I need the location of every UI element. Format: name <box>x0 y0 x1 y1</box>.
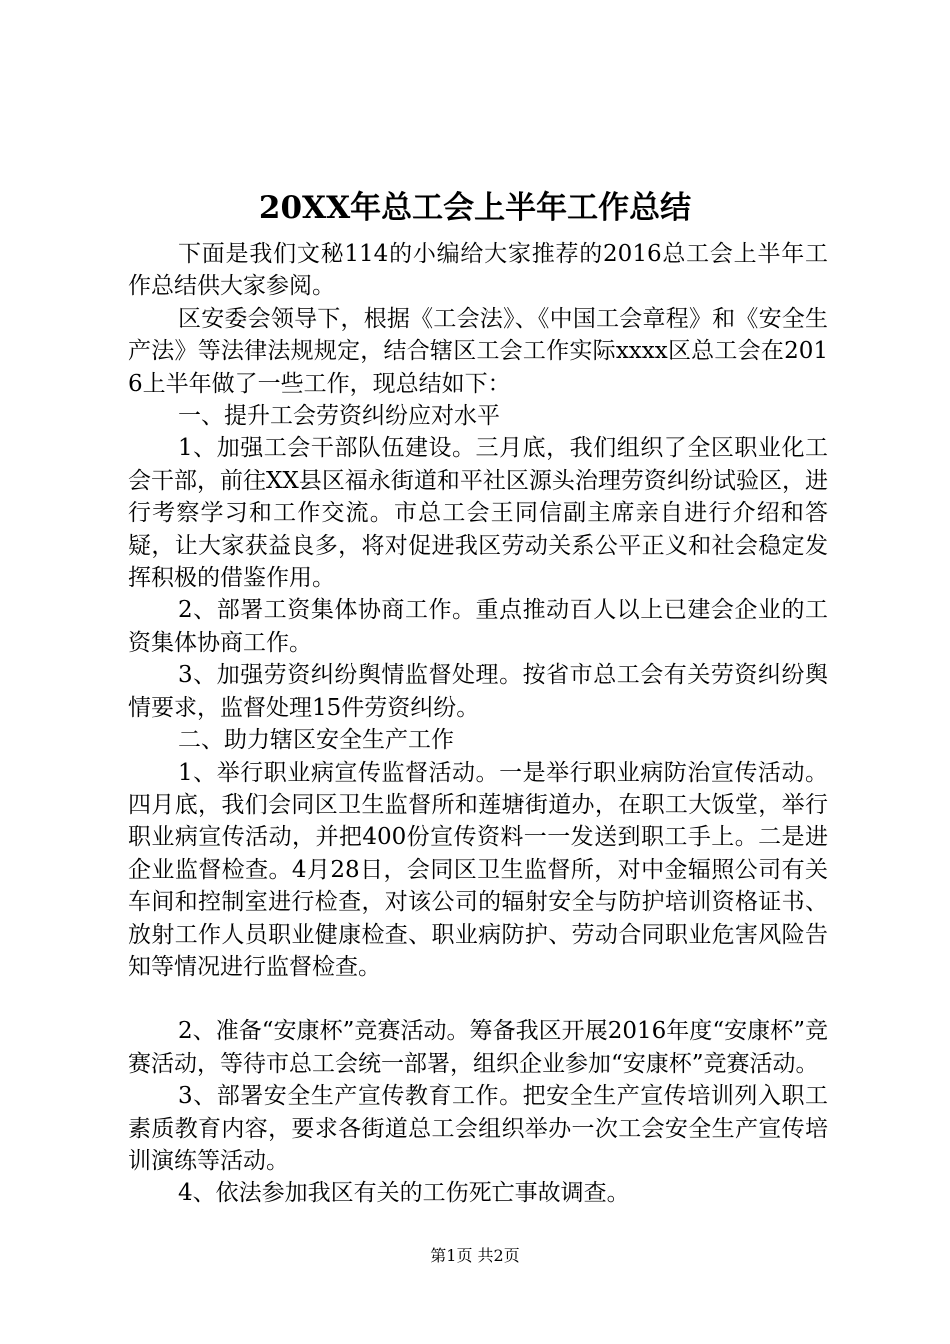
paragraph-1-2: 2、部署工资集体协商工作。重点推动百人以上已建会企业的工资集体协商工作。 <box>128 597 828 656</box>
paragraph-2-4: 4、依法参加我区有关的工伤死亡事故调查。 <box>178 1180 630 1207</box>
paragraph-1-3: 3、加强劳资纠纷舆情监督处理。按省市总工会有关劳资纠纷舆情要求，监督处理15件劳资纠纷。 <box>128 662 828 721</box>
section-heading-2: 二、助力辖区安全生产工作 <box>178 727 454 754</box>
paragraph-2-2: 2、准备“安康杯”竞赛活动。筹备我区开展2016年度“安康杯”竞赛活动，等待市总工会统一部署，组织企业参加“安康杯”竞赛活动。 <box>128 1018 828 1077</box>
paragraph-preface: 区安委会领导下，根据《工会法》、《中国工会章程》和《安全生产法》等法律法规规定，结合辖区工会工作实际xxxx区总工会在2016上半年做了一些工作，现总结如下： <box>128 305 828 397</box>
document-body <box>128 238 828 1210</box>
document-title: 20XX年总工会上半年工作总结 <box>258 190 692 226</box>
paragraph-1-1: 1、加强工会干部队伍建设。三月底，我们组织了全区职业化工会干部，前往XX县区福永街道和平社区源头治理劳资纠纷试验区，进行考察学习和工作交流。市总工会王同信副主席亲自进行介绍和答疑，让大家获益良多，将对促进我区劳动关系公平正义和社会稳定发挥积极的借鉴作用。 <box>128 435 828 592</box>
paragraph-intro: 下面是我们文秘114的小编给大家推荐的2016总工会上半年工作总结供大家参阅。 <box>128 241 828 300</box>
paragraph-2-1: 1、举行职业病宣传监督活动。一是举行职业病防治宣传活动。四月底，我们会同区卫生监督所和莲塘街道办，在职工大饭堂，举行职业病宣传活动，并把400份宣传资料一一发送到职工手上。二是进企业监督检查。4月28日，会同区卫生监督所，对中金辐照公司有关车间和控制室进行检查，对该公司的辐射安全与防护培训资格证书、放射工作人员职业健康检查、职业病防护、劳动合同职业危害风险告知等情况进行监督检查。 <box>128 759 828 980</box>
paragraph-2-3: 3、部署安全生产宣传教育工作。把安全生产宣传培训列入职工素质教育内容，要求各街道总工会组织举办一次工会安全生产宣传培训演练等活动。 <box>128 1083 828 1174</box>
section-heading-1: 一、提升工会劳资纠纷应对水平 <box>178 403 500 430</box>
page-footer: 第1页 共2页 <box>430 1246 520 1265</box>
